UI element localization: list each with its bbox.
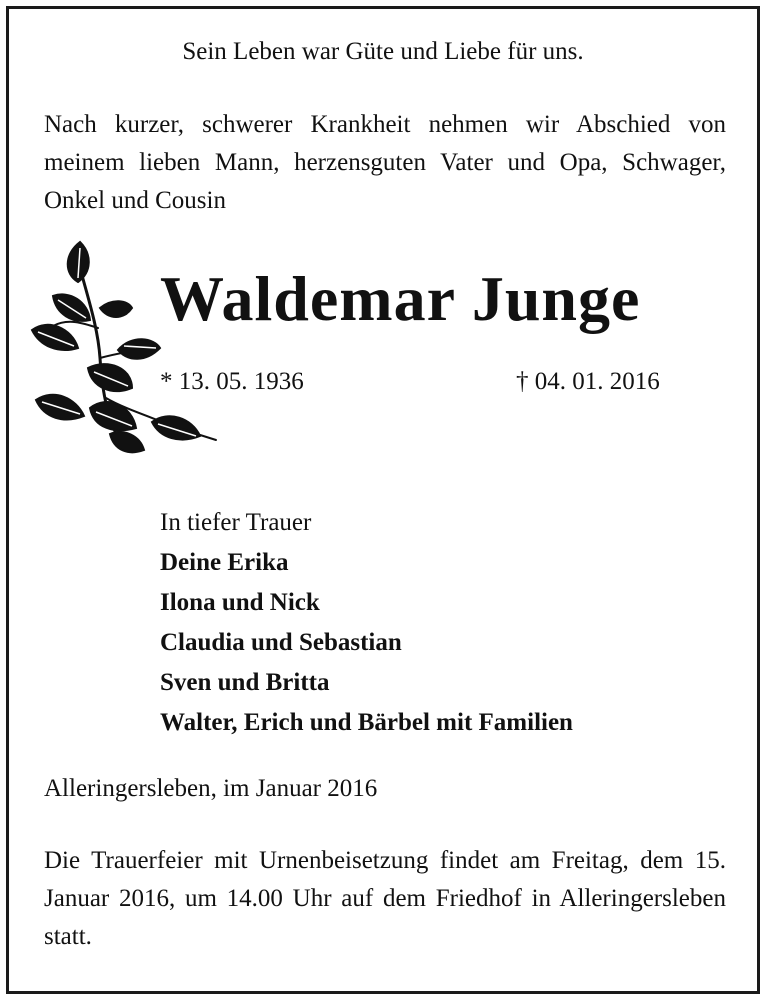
service-info: Die Trauerfeier mit Urnenbeisetzung findet am Freitag, dem 15. Januar 2016, um 14.00 Uhr auf dem Friedhof in Alleringersleben statt. <box>44 847 726 950</box>
mourner-name: Sven und Britta <box>160 669 330 696</box>
intro-text: Nach kurzer, schwerer Krankheit nehmen wir Abschied von meinem lieben Mann, herzensguten Vater und Opa, Schwager, Onkel und Cousin <box>44 111 726 214</box>
mourner-name: Walter, Erich und Bärbel mit Familien <box>160 709 573 736</box>
death-date: † 04. 01. 2016 <box>516 368 660 395</box>
mourner-name: Ilona und Nick <box>160 589 320 616</box>
place-date: Alleringersleben, im Januar 2016 <box>44 775 378 802</box>
deceased-name: Waldemar Junge <box>160 263 641 334</box>
birth-date: * 13. 05. 1936 <box>160 368 304 395</box>
mourning-intro: In tiefer Trauer <box>160 509 312 536</box>
mourner-name: Deine Erika <box>160 549 289 576</box>
mourner-name: Claudia und Sebastian <box>160 629 402 656</box>
motto: Sein Leben war Güte und Liebe für uns. <box>182 38 584 65</box>
